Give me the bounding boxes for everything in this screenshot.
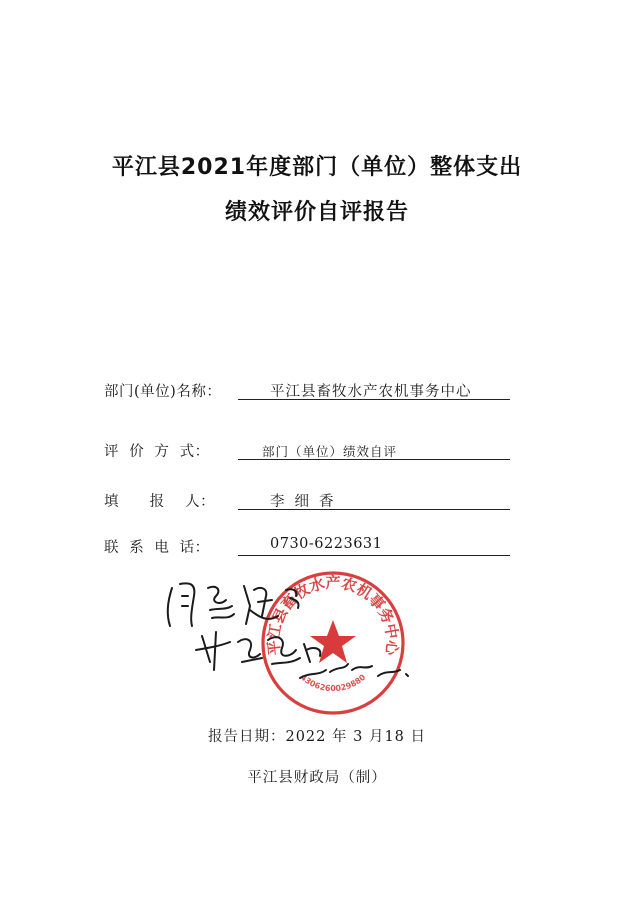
seal-number: 4306260029880 bbox=[298, 672, 368, 694]
field-phone-label: 联 系 电 话： bbox=[104, 540, 210, 556]
seal-text: 平江县畜牧水产农机事务中心 bbox=[264, 573, 402, 657]
field-phone-value: 0730-6223631 bbox=[270, 536, 383, 552]
field-underline bbox=[238, 509, 510, 510]
field-underline bbox=[238, 459, 510, 460]
field-filler-label: 填 报 人： bbox=[104, 494, 216, 510]
field-underline bbox=[238, 399, 510, 400]
issuer: 平江县财政局（制） bbox=[247, 770, 387, 786]
field-filler-value: 李细香 bbox=[270, 494, 344, 510]
field-unit-name-value: 平江县畜牧水产农机事务中心 bbox=[270, 384, 472, 400]
field-underline bbox=[238, 555, 510, 556]
document-title-line-2: 绩效评价自评报告 bbox=[224, 200, 409, 225]
field-unit-name-label: 部门(单位)名称： bbox=[104, 384, 222, 400]
field-method-value: 部门（单位）绩效自评 bbox=[262, 444, 398, 459]
document-title-line-1: 平江县2021年度部门（单位）整体支出 bbox=[111, 155, 523, 180]
report-date: 报告日期：2022 年 3 月18 日 bbox=[207, 729, 426, 745]
handwritten-signature bbox=[150, 566, 420, 696]
field-method-label: 评 价 方 式： bbox=[104, 444, 210, 460]
